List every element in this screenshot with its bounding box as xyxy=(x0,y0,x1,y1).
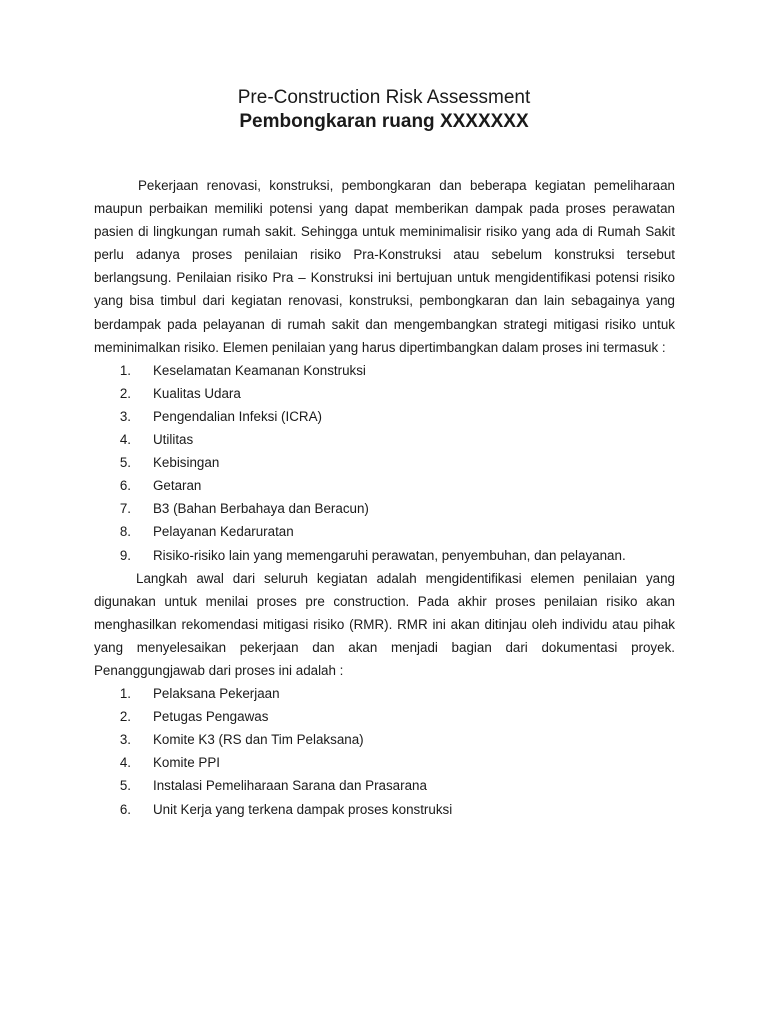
list-number: 1. xyxy=(119,362,131,378)
list-number: 4. xyxy=(119,432,131,448)
list-item-text: Komite K3 (RS dan Tim Pelaksana) xyxy=(153,732,364,748)
list-item xyxy=(94,682,675,705)
list-item-text: Pelayanan Kedaruratan xyxy=(153,524,294,540)
list-item xyxy=(94,359,675,382)
list-number: 1. xyxy=(119,686,131,702)
list-number: 4. xyxy=(119,755,131,771)
list-item xyxy=(94,520,675,543)
list-item xyxy=(94,774,675,797)
list-item-text: Utilitas xyxy=(153,432,194,448)
list-item xyxy=(94,705,675,728)
document-subtitle: Pembongkaran ruang XXXXXXX xyxy=(239,111,529,132)
document-title: Pre-Construction Risk Assessment xyxy=(237,87,531,108)
list-number: 3. xyxy=(119,408,131,424)
list-item-text: Risiko-risiko lain yang memengaruhi perawatan, penyembuhan, dan pelayanan. xyxy=(153,547,626,563)
list-item-text: Kualitas Udara xyxy=(153,385,241,401)
title-block xyxy=(0,86,768,134)
list-number: 2. xyxy=(119,709,131,725)
list-item-text: Pelaksana Pekerjaan xyxy=(153,686,280,702)
list-item xyxy=(94,405,675,428)
list-number: 8. xyxy=(119,524,131,540)
intro-paragraph: Pekerjaan renovasi, konstruksi, pembongkaran dan beberapa kegiatan pemeliharaan maupun perbaikan memiliki potensi yang dapat memberikan dampak pada proses perawatan pasien di lingkungan rumah sakit. Sehingga untuk meminimalisir risiko yang ada di Rumah Sakit perlu adanya proses penilaian risiko Pra-Konstruksi atau sebelum konstruksi tersebut berlangsung. Penilaian risiko Pra – Konstruksi ini bertujuan untuk mengidentifikasi potensi risiko yang bisa timbul dari kegiatan renovasi, konstruksi, pembongkaran dan lain sebagainya yang berdampak pada pelayanan di rumah sakit dan mengembangkan strategi mitigasi risiko untuk meminimalkan risiko. Elemen penilaian yang harus dipertimbangkan dalam proses ini termasuk : xyxy=(94,178,675,355)
responsible-parties-list xyxy=(94,682,675,821)
list-item xyxy=(94,497,675,520)
list-item-text: Instalasi Pemeliharaan Sarana dan Prasarana xyxy=(153,778,427,794)
list-item xyxy=(94,728,675,751)
list-item xyxy=(94,798,675,821)
document-body xyxy=(94,174,675,821)
list-item xyxy=(94,428,675,451)
list-number: 5. xyxy=(119,778,131,794)
list-item xyxy=(94,451,675,474)
assessment-elements-list xyxy=(94,359,675,567)
list-number: 6. xyxy=(119,801,131,817)
list-item-text: Kebisingan xyxy=(153,455,220,471)
list-number: 7. xyxy=(119,501,131,517)
list-item-text: Unit Kerja yang terkena dampak proses konstruksi xyxy=(153,801,453,817)
list-number: 5. xyxy=(119,455,131,471)
list-item xyxy=(94,751,675,774)
list-item-text: Komite PPI xyxy=(153,755,220,771)
list-item xyxy=(94,474,675,497)
list-number: 9. xyxy=(119,547,131,563)
list-number: 3. xyxy=(119,732,131,748)
list-number: 2. xyxy=(119,385,131,401)
list-item-text: Petugas Pengawas xyxy=(153,709,269,725)
responsibility-paragraph: Langkah awal dari seluruh kegiatan adalah mengidentifikasi elemen penilaian yang digunakan untuk menilai proses pre construction. Pada akhir proses penilaian risiko akan menghasilkan rekomendasi mitigasi risiko (RMR). RMR ini akan ditinjau oleh individu atau pihak yang menyelesaikan pekerjaan dan akan menjadi bagian dari dokumentasi proyek. Penanggungjawab dari proses ini adalah : xyxy=(94,570,675,678)
list-number: 6. xyxy=(119,478,131,494)
list-item-text: Pengendalian Infeksi (ICRA) xyxy=(153,408,322,424)
list-item-text: Keselamatan Keamanan Konstruksi xyxy=(153,362,366,378)
list-item-text: B3 (Bahan Berbahaya dan Beracun) xyxy=(153,501,369,517)
list-item-text: Getaran xyxy=(153,478,202,494)
list-item xyxy=(94,544,675,567)
list-item xyxy=(94,382,675,405)
